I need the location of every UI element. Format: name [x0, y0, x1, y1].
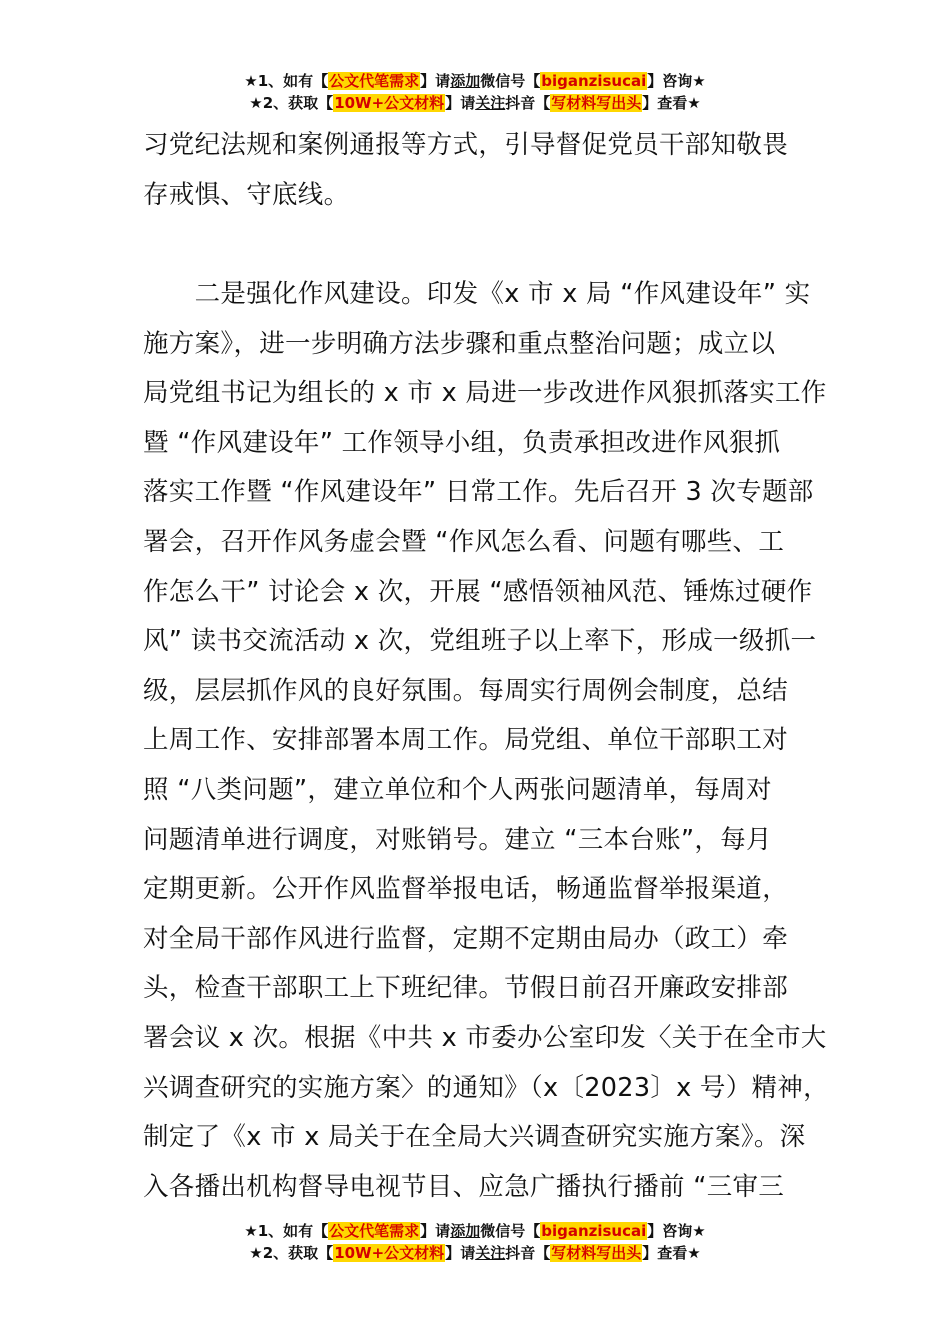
text-line: 级，层层抓作风的良好氛围。每周实行周例会制度，总结 — [143, 675, 789, 706]
text-line: 上周工作、安排部署本周工作。局党组、单位干部职工对 — [143, 725, 789, 756]
banner-highlight: 写材料写出头 — [551, 94, 642, 112]
paragraph-work-style — [143, 270, 829, 1212]
banner-text: 】请 — [445, 94, 476, 112]
banner-text: ★1、如有【 — [244, 72, 329, 90]
banner-highlight: 公文代笔需求 — [329, 72, 420, 90]
banner-text: 】查看★ — [642, 1244, 701, 1262]
text-line: 二是强化作风建设。印发《x 市 x 局 “作风建设年” 实 — [143, 279, 811, 309]
text-line: 入各播出机构督导电视节目、应急广播执行播前 “三审三 — [143, 1171, 785, 1202]
header-banner — [0, 70, 950, 114]
text-line: 风” 读书交流活动 x 次，党组班子以上率下，形成一级抓一 — [143, 626, 817, 657]
text-line: 头，检查干部职工上下班纪律。节假日前召开廉政安排部 — [143, 973, 789, 1004]
banner-underline: 关注 — [475, 1244, 506, 1262]
text-line: 署会，召开作风务虚会暨 “作风怎么看、问题有哪些、工 — [143, 526, 785, 557]
text-line: 问题清单进行调度，对账销号。建立 “三本台账”，每月 — [143, 824, 772, 855]
text-line: 照 “八类问题”，建立单位和个人两张问题清单，每周对 — [143, 774, 772, 805]
banner-text: ★2、获取【 — [249, 1244, 334, 1262]
banner-underline: 关注 — [475, 94, 506, 112]
banner-text: 】咨询★ — [647, 72, 706, 90]
banner-highlight: 写材料写出头 — [551, 1244, 642, 1262]
banner-text: 微信号【 — [480, 1222, 541, 1240]
footer-banner — [0, 1220, 950, 1264]
banner-text: ★2、获取【 — [249, 94, 334, 112]
banner-line-2 — [0, 92, 950, 114]
paragraph-continuation — [143, 121, 811, 220]
text-line: 署会议 x 次。根据《中共 x 市委办公室印发〈关于在全市大 — [143, 1022, 827, 1053]
banner-text: 抖音【 — [505, 1244, 551, 1262]
text-line: 定期更新。公开作风监督举报电话，畅通监督举报渠道， — [143, 874, 789, 905]
banner-line-1 — [0, 1220, 950, 1242]
banner-highlight: 10W+公文材料 — [334, 94, 445, 112]
banner-line-2 — [0, 1242, 950, 1264]
banner-line-1 — [0, 70, 950, 92]
text-line: 局党组书记为组长的 x 市 x 局进一步改进作风狠抓落实工作 — [143, 378, 827, 409]
text-line: 暨 “作风建设年” 工作领导小组，负责承担改进作风狠抓 — [143, 427, 781, 458]
banner-underline: 添加 — [450, 1222, 481, 1240]
banner-text: 】请 — [420, 1222, 451, 1240]
banner-text: 抖音【 — [505, 94, 551, 112]
banner-text: 】请 — [420, 72, 451, 90]
text-line: 落实工作暨 “作风建设年” 日常工作。先后召开 3 次专题部 — [143, 477, 814, 508]
banner-text: 】咨询★ — [647, 1222, 706, 1240]
text-line: 制定了《x 市 x 局关于在全局大兴调查研究实施方案》。深 — [143, 1122, 806, 1153]
banner-underline: 添加 — [450, 72, 481, 90]
banner-text: 微信号【 — [480, 72, 541, 90]
banner-highlight: biganzisucai — [541, 1222, 647, 1240]
text-line: 习党纪法规和案例通报等方式，引导督促党员干部知敬畏 — [143, 130, 789, 160]
banner-highlight: 公文代笔需求 — [329, 1222, 420, 1240]
text-line: 作怎么干” 讨论会 x 次，开展 “感悟领袖风范、锤炼过硬作 — [143, 576, 813, 607]
banner-text: 】请 — [445, 1244, 476, 1262]
banner-highlight: biganzisucai — [541, 72, 647, 90]
text-line: 对全局干部作风进行监督，定期不定期由局办（政工）牵 — [143, 923, 789, 954]
banner-text: 】查看★ — [642, 94, 701, 112]
banner-text: ★1、如有【 — [244, 1222, 329, 1240]
text-line: 存戒惧、守底线。 — [143, 179, 350, 210]
text-line: 施方案》，进一步明确方法步骤和重点整治问题；成立以 — [143, 328, 776, 359]
banner-highlight: 10W+公文材料 — [334, 1244, 445, 1262]
text-line: 兴调查研究的实施方案〉的通知》（x〔2023〕x 号）精神， — [143, 1072, 829, 1103]
